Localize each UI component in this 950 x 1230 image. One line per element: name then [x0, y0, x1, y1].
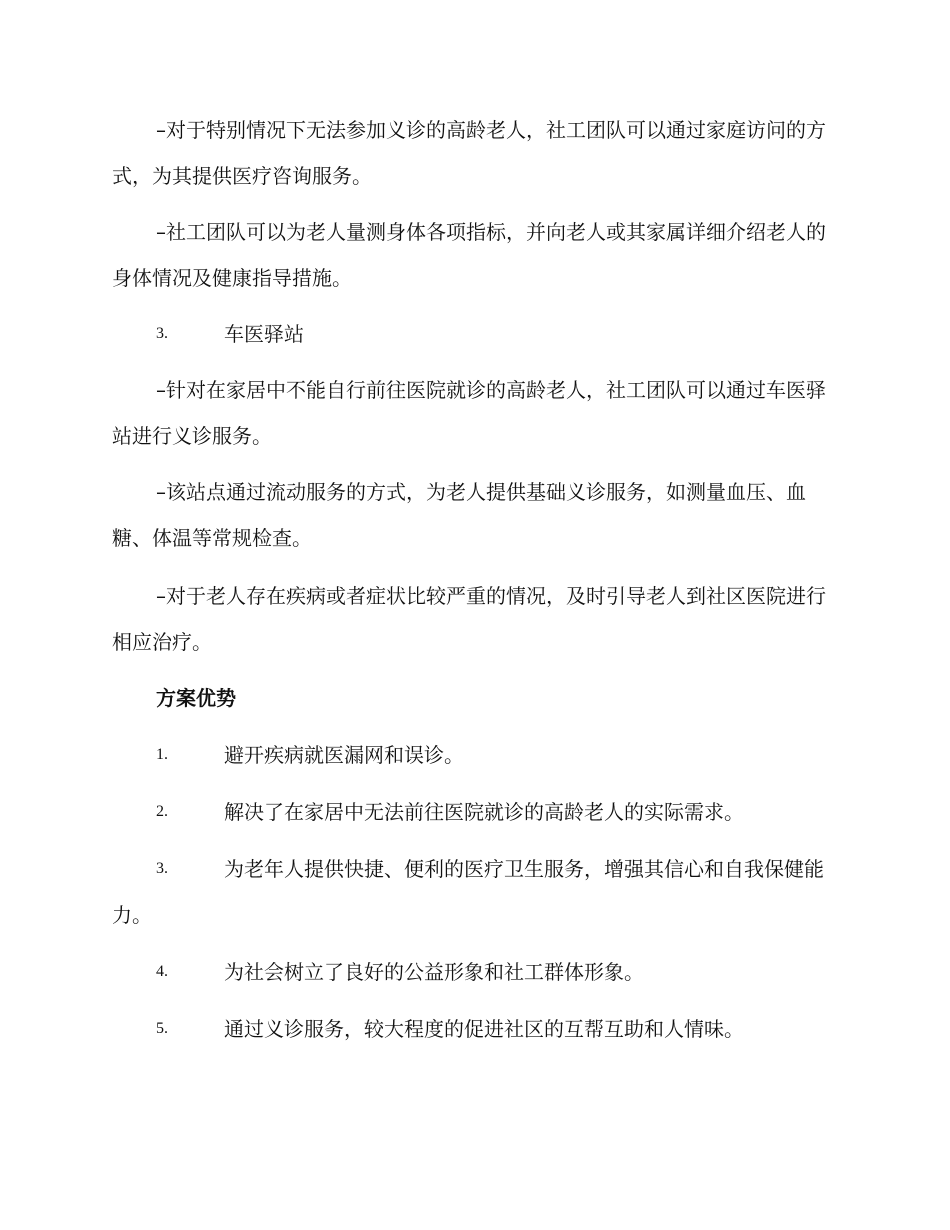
- paragraph-body-indicators: –社工团队可以为老人量测身体各项指标，并向老人或其家属详细介绍老人的身体情况及健康指导措施。: [112, 220, 826, 290]
- paragraph-referral: –对于老人存在疾病或者症状比较严重的情况，及时引导老人到社区医院进行相应治疗。: [112, 584, 826, 654]
- advantage-number-5: 5.: [156, 1020, 168, 1037]
- paragraph-home-visit: –对于特别情况下无法参加义诊的高龄老人，社工团队可以通过家庭访问的方式，为其提供医疗咨询服务。: [112, 118, 826, 188]
- advantage-number-2: 2.: [156, 803, 168, 820]
- section-3-title-text: 车医驿站: [224, 322, 304, 346]
- advantage-text-5: 通过义诊服务，较大程度的促进社区的互帮互助和人情味。: [224, 1017, 744, 1041]
- section-3-number: 3.: [156, 325, 168, 342]
- advantage-text-4: 为社会树立了良好的公益形象和社工群体形象。: [224, 960, 644, 984]
- advantage-text-2: 解决了在家居中无法前往医院就诊的高龄老人的实际需求。: [224, 800, 744, 824]
- section-3-title: [112, 311, 834, 357]
- paragraph-car-station: –针对在家居中不能自行前往医院就诊的高龄老人，社工团队可以通过车医驿站进行义诊服务。: [112, 378, 826, 448]
- advantage-number-3: 3.: [156, 860, 168, 877]
- advantages-heading: 方案优势: [156, 686, 236, 710]
- advantage-item-3: [112, 846, 834, 938]
- advantage-number-4: 4.: [156, 963, 168, 980]
- advantage-text-3: 为老年人提供快捷、便利的医疗卫生服务，增强其信心和自我保健能力。: [112, 857, 824, 927]
- advantage-item-2: [112, 789, 834, 835]
- advantage-text-1: 避开疾病就医漏网和误诊。: [224, 743, 464, 767]
- advantage-item-1: [112, 732, 834, 778]
- advantage-item-4: [112, 949, 834, 995]
- advantage-number-1: 1.: [156, 746, 168, 763]
- paragraph-mobile-service: –该站点通过流动服务的方式，为老人提供基础义诊服务，如测量血压、血糖、体温等常规检查。: [112, 480, 806, 550]
- advantage-item-5: [112, 1006, 834, 1052]
